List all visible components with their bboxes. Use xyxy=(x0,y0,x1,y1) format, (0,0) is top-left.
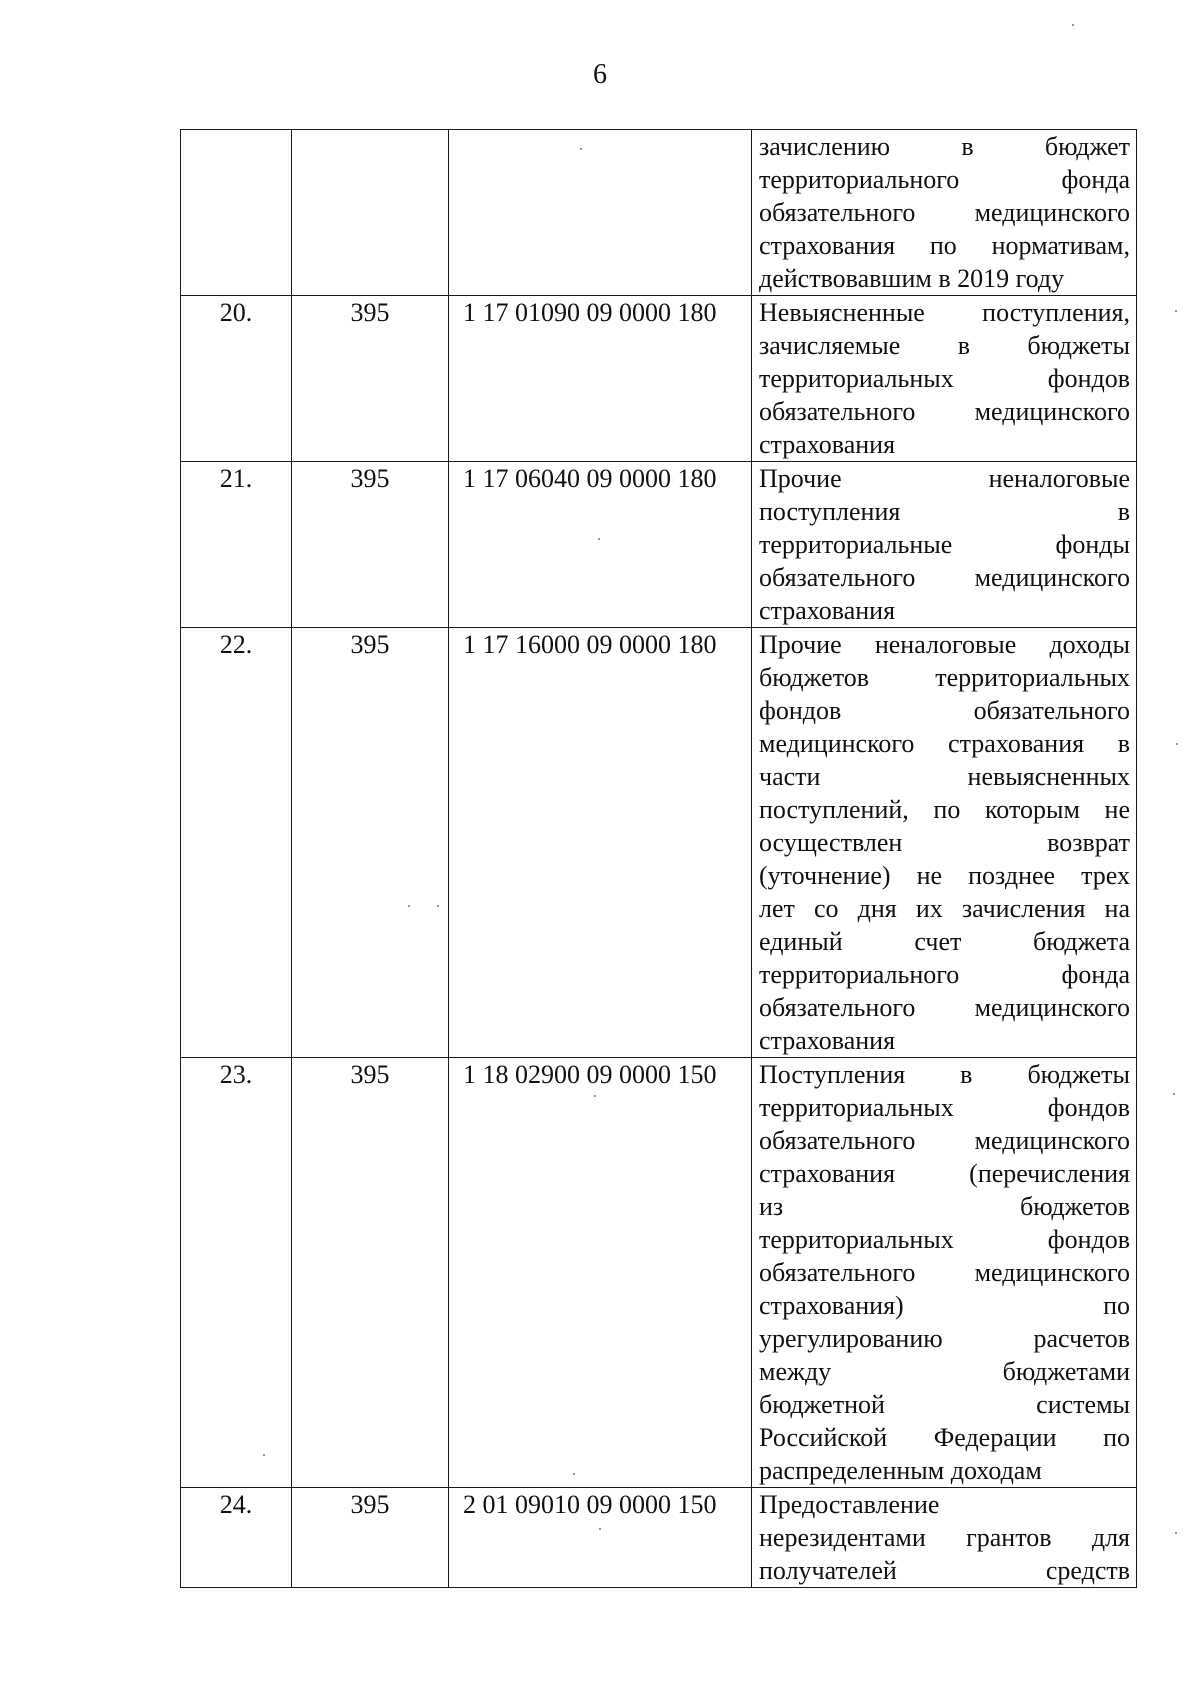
scan-speck xyxy=(437,905,439,907)
revenue-name-line: единый счет бюджета xyxy=(759,927,1130,956)
revenue-name-line: получателей средств xyxy=(759,1556,1130,1585)
revenue-name-line: обязательного медицинского xyxy=(759,993,1130,1022)
page-number: 6 xyxy=(593,59,607,90)
revenue-name-line: бюджетов территориальных xyxy=(759,663,1130,692)
revenue-name-cell xyxy=(752,1058,1137,1488)
revenue-name-line: действовавшим в 2019 году xyxy=(759,264,1065,293)
revenue-name-cell xyxy=(752,628,1137,1058)
row-number-cell: 23. xyxy=(181,1058,292,1488)
scan-speck xyxy=(1175,310,1177,312)
revenue-name-line: медицинского страхования в xyxy=(759,729,1130,758)
admin-code-cell: 395 xyxy=(292,462,449,628)
revenue-name-cell xyxy=(752,462,1137,628)
revenue-name-line: фондов обязательного xyxy=(759,696,1130,725)
row-number-cell: 20. xyxy=(181,296,292,462)
revenue-name-line: страхования по нормативам, xyxy=(759,231,1130,260)
row-number-cell xyxy=(181,130,292,296)
scan-speck xyxy=(408,905,410,907)
table-row xyxy=(181,628,1137,1058)
revenue-name-line: нерезидентами грантов для xyxy=(759,1523,1130,1552)
revenue-name-line: страхования xyxy=(759,430,896,459)
revenue-code-cell: 1 17 01090 09 0000 180 xyxy=(449,296,752,462)
revenue-name-line: страхования) по xyxy=(759,1291,1130,1320)
revenue-name-line: (уточнение) не позднее трех xyxy=(759,861,1130,890)
revenue-name-line: обязательного медицинского xyxy=(759,1126,1130,1155)
table-row xyxy=(181,1058,1137,1488)
scan-speck xyxy=(1175,1532,1177,1534)
revenue-name-line: Прочие неналоговые доходы xyxy=(759,630,1130,659)
revenue-name-cell xyxy=(752,1488,1137,1588)
revenue-code-cell: 1 18 02900 09 0000 150 xyxy=(449,1058,752,1488)
revenue-name-line: территориального фонда xyxy=(759,165,1130,194)
revenue-code-cell xyxy=(449,130,752,296)
revenue-name-line: поступления в xyxy=(759,497,1130,526)
revenue-name-line: территориальные фонды xyxy=(759,530,1130,559)
admin-code-cell: 395 xyxy=(292,296,449,462)
revenue-name-line: урегулированию расчетов xyxy=(759,1324,1130,1353)
revenue-name-line: осуществлен возврат xyxy=(759,828,1130,857)
revenue-name-line: обязательного медицинского xyxy=(759,397,1130,426)
scan-speck xyxy=(263,1454,265,1456)
scan-speck xyxy=(580,148,582,150)
revenue-name-line: территориальных фондов xyxy=(759,1093,1130,1122)
budget-codes-table xyxy=(180,129,1137,1588)
revenue-name-line: Поступления в бюджеты xyxy=(759,1060,1130,1089)
table-row xyxy=(181,462,1137,628)
scan-speck xyxy=(1176,743,1178,745)
revenue-name-line: обязательного медицинского xyxy=(759,563,1130,592)
revenue-name-line: из бюджетов xyxy=(759,1192,1130,1221)
revenue-name-line: Российской Федерации по xyxy=(759,1423,1130,1452)
revenue-name-line: бюджетной системы xyxy=(759,1390,1130,1419)
revenue-name-line: территориальных фондов xyxy=(759,364,1130,393)
admin-code-cell: 395 xyxy=(292,1058,449,1488)
row-number-cell: 24. xyxy=(181,1488,292,1588)
row-number-cell: 22. xyxy=(181,628,292,1058)
revenue-name-cell xyxy=(752,296,1137,462)
revenue-name-line: обязательного медицинского xyxy=(759,1258,1130,1287)
revenue-name-line: Невыясненные поступления, xyxy=(759,298,1130,327)
scan-speck xyxy=(598,538,600,540)
revenue-code-cell: 2 01 09010 09 0000 150 xyxy=(449,1488,752,1588)
admin-code-cell: 395 xyxy=(292,1488,449,1588)
revenue-code-cell: 1 17 06040 09 0000 180 xyxy=(449,462,752,628)
revenue-name-line: территориального фонда xyxy=(759,960,1130,989)
revenue-name-line: лет со дня их зачисления на xyxy=(759,894,1130,923)
revenue-name-line: страхования (перечисления xyxy=(759,1159,1130,1188)
admin-code-cell: 395 xyxy=(292,628,449,1058)
revenue-name-cell xyxy=(752,130,1137,296)
table-row xyxy=(181,1488,1137,1588)
revenue-name-line: Прочие неналоговые xyxy=(759,464,1130,493)
admin-code-cell xyxy=(292,130,449,296)
scan-speck xyxy=(1173,1093,1175,1095)
row-number-cell: 21. xyxy=(181,462,292,628)
revenue-name-line: зачисляемые в бюджеты xyxy=(759,331,1130,360)
table-body xyxy=(181,130,1137,1588)
revenue-name-line: части невыясненных xyxy=(759,762,1130,791)
revenue-name-line: страхования xyxy=(759,596,896,625)
table-row xyxy=(181,130,1137,296)
scan-speck xyxy=(1072,24,1074,26)
scan-speck xyxy=(573,1473,575,1475)
revenue-name-line: поступлений, по которым не xyxy=(759,795,1130,824)
revenue-name-line: Предоставление xyxy=(759,1490,940,1519)
revenue-name-line: распределенным доходам xyxy=(759,1456,1042,1485)
revenue-name-line: страхования xyxy=(759,1026,896,1055)
revenue-name-line: обязательного медицинского xyxy=(759,198,1130,227)
scan-speck xyxy=(594,1095,596,1097)
scan-speck xyxy=(599,1528,601,1530)
revenue-name-line: территориальных фондов xyxy=(759,1225,1130,1254)
table-row xyxy=(181,296,1137,462)
revenue-name-line: между бюджетами xyxy=(759,1357,1130,1386)
revenue-name-line: зачислению в бюджет xyxy=(759,132,1130,161)
revenue-code-cell: 1 17 16000 09 0000 180 xyxy=(449,628,752,1058)
